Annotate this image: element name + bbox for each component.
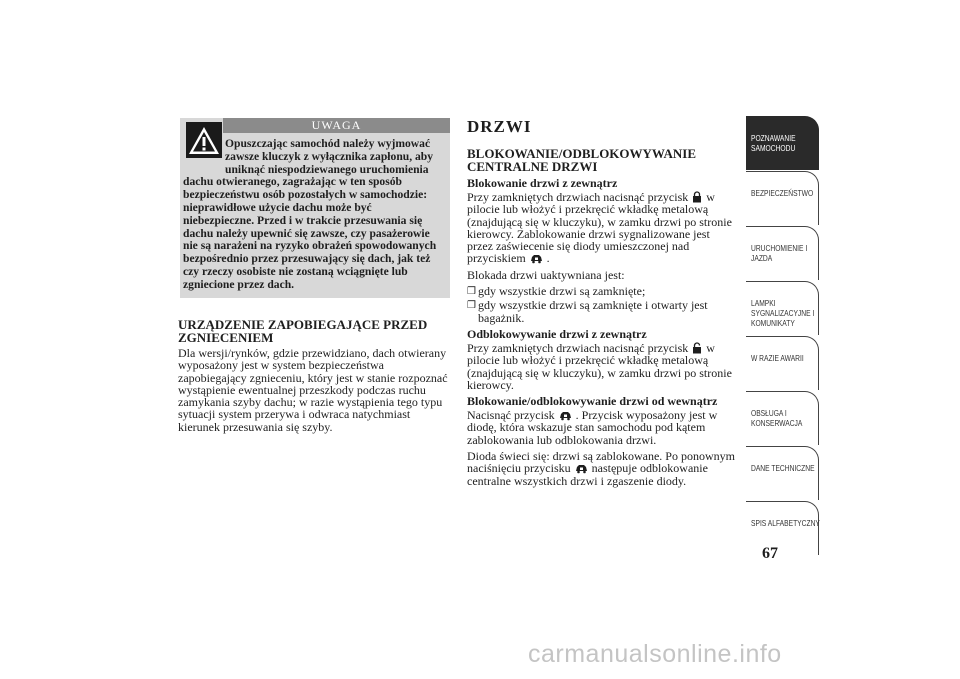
list-item-text: gdy wszystkie drzwi są zamknięte; <box>478 284 646 299</box>
tab-label: W RAZIE AWARII <box>751 353 804 363</box>
inside-lock-paragraph-1 <box>467 409 735 446</box>
lock-conditions-list <box>467 285 735 324</box>
chapter-tabs <box>746 116 819 556</box>
tab-label: DANE TECHNICZNE <box>751 463 815 473</box>
central-locking-heading: BLOKOWANIE/ODBLOKOWYWANIE CENTRALNE DRZWI <box>467 146 696 174</box>
lock-outside-text-b: w pilocie lub włożyć i przekręcić wkładkę metalową (znajdującą się w kluczyku), w zamku drzwi po stronie kierowcy. Zablokowanie drzwi sygnalizowane jest przez zaświecenie się diody umieszczonej nad przyciskiem <box>467 190 732 266</box>
unlock-outside-title: Odblokowywanie drzwi z zewnątrz <box>467 326 647 341</box>
list-item-text: gdy wszystkie drzwi są zamknięte i otwarty jest bagażnik. <box>478 298 708 325</box>
lock-outside-paragraph <box>467 191 735 265</box>
inside-text-a: Nacisnąć przycisk <box>467 408 555 423</box>
lock-activation-text: Blokada drzwi uaktywniana jest: <box>467 267 625 282</box>
left-column <box>178 318 453 437</box>
tab-lampki-sygnalizacyjne[interactable] <box>746 281 819 335</box>
tab-bezpieczenstwo[interactable] <box>746 171 819 225</box>
inside-text-c: Dioda świeci się: drzwi są zablokowane. Po ponownym naciśnięciu przycisku <box>467 449 735 476</box>
tab-label: URUCHOMIENIE I JAZDA <box>751 243 808 263</box>
checkbox-bullet-icon: ❒ <box>467 300 476 312</box>
lock-outside-title: Blokowanie drzwi z zewnątrz <box>467 176 618 190</box>
anti-crush-body: Dla wersji/rynków, gdzie przewidziano, dach otwierany wyposażony jest w system bezpieczeństwa zapobiegający zgnieceniu, który jest w stanie rozpoznać wystąpienie ewentualnej przeszkody podczas ruchu zamykania szyby dachu; w razie wystąpienia tego typu sytuacji system przerywa i odwraca natychmiast kierunek przesuwania się szyby. <box>178 346 448 434</box>
lock-outside-text-a: Przy zamkniętych drzwiach nacisnąć przycisk <box>467 190 689 204</box>
list-item <box>467 285 735 297</box>
unlock-outside-text-b: w pilocie lub włożyć i przekręcić wkładkę metalową (znajdującą się w kluczyku), w zamku drzwi po stronie kierowcy. <box>467 340 732 392</box>
inside-text-b: . Przycisk wyposażony jest w diodę, która wskazuje stan samochodu pod kątem zablokowania lub odblokowania drzwi. <box>467 408 718 447</box>
unlock-outside-text-a: Przy zamkniętych drzwiach nacisnąć przycisk <box>467 340 689 355</box>
car-lock-button-icon <box>575 462 588 474</box>
tab-label: POZNAWANIE SAMOCHODU <box>751 133 796 153</box>
car-lock-button-icon <box>559 409 572 421</box>
warning-text: Opuszczając samochód należy wyjmować zawsze kluczyk z wyłącznika zapłonu, aby uniknąć niespodziewanego uruchomienia dachu otwieranego, zagrażając w ten sposób bezpieczeństwu osób pozostałych w samochodzie: nieprawidłowe użycie dachu może być niebezpieczne. Przed i w trakcie przesuwania się dachu należy upewnić się zawsze, czy pasażerowie nie są narażeni na ryzyko obrażeń spowodowanych bezpośrednio przez przesuwający się dach, jak też czy rzeczy osobiste nie zostaną wciągnięte lub zgniecione przez dach. <box>183 137 437 291</box>
tab-label: SPIS ALFABETYCZNY <box>751 518 820 528</box>
tab-uruchomienie-i-jazda[interactable] <box>746 226 819 280</box>
checkbox-bullet-icon: ❒ <box>467 286 476 298</box>
tab-spis-alfabetyczny[interactable] <box>746 501 819 555</box>
chapter-title: DRZWI <box>467 117 532 136</box>
unlock-outside-paragraph <box>467 342 735 391</box>
inside-lock-paragraph-2 <box>467 450 735 487</box>
tab-dane-techniczne[interactable] <box>746 446 819 500</box>
inside-lock-title: Blokowanie/odblokowywanie drzwi od wewnątrz <box>467 394 718 409</box>
padlock-open-icon <box>692 342 702 354</box>
page-number: 67 <box>762 545 778 562</box>
right-column <box>467 117 735 491</box>
tab-label: OBSŁUGA I KONSERWACJA <box>751 408 803 428</box>
inside-text-d: następuje odblokowanie centralne wszystkich drzwi i zgaszenie diody. <box>467 461 708 488</box>
warning-header: UWAGA <box>223 118 450 133</box>
padlock-closed-icon <box>692 191 702 203</box>
anti-crush-heading: URZĄDZENIE ZAPOBIEGAJĄCE PRZED ZGNIECENIEM <box>178 317 428 345</box>
tab-obsluga-i-konserwacja[interactable] <box>746 391 819 445</box>
tab-label: LAMPKI SYGNALIZACYJNE I KOMUNIKATY <box>751 298 815 328</box>
warning-text-block <box>183 138 445 292</box>
list-item <box>467 299 735 324</box>
tab-poznawanie-samochodu[interactable] <box>746 116 819 170</box>
car-lock-button-icon <box>530 252 543 264</box>
watermark: carmanualsonline.info <box>528 640 782 668</box>
warning-box <box>180 118 450 298</box>
tab-label: BEZPIECZEŃSTWO <box>751 188 814 198</box>
lock-outside-text-c: . <box>546 251 550 266</box>
tab-w-razie-awarii[interactable] <box>746 336 819 390</box>
